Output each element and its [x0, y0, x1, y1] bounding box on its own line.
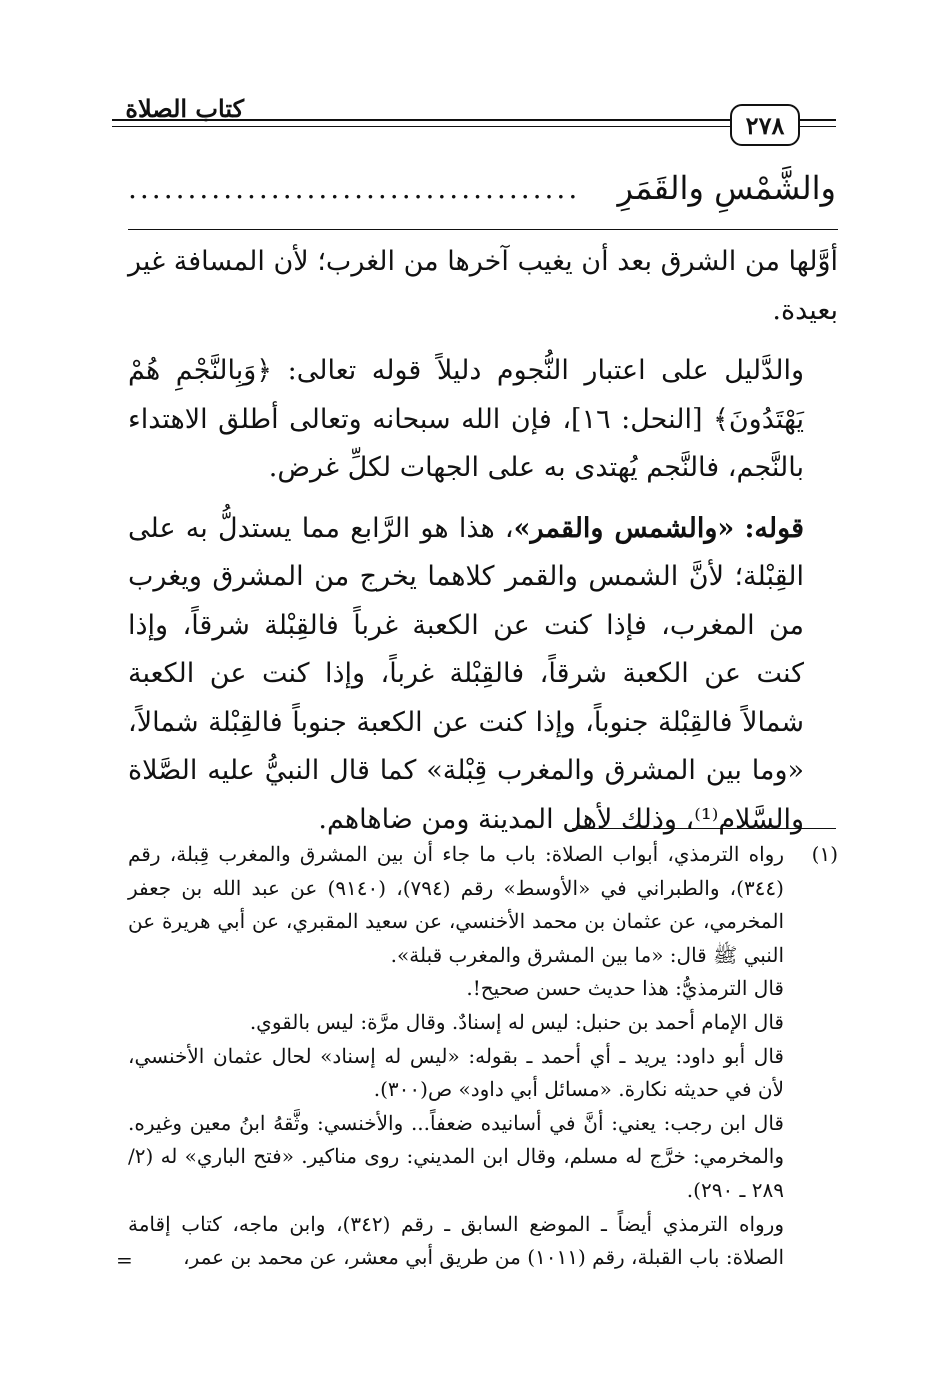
paragraph-3	[128, 505, 838, 845]
paragraph-1: أوَّلها من الشرق بعد أن يغيب آخرها من الغرب؛ لأن المسافة غير بعيدة.	[128, 246, 838, 326]
continuation-mark: =	[116, 1248, 133, 1272]
footnote-line-6: ورواه الترمذي أيضاً ـ الموضع السابق ـ رقم (٣٤٢)، وابن ماجه، كتاب إقامة الصلاة: باب القبلة، رقم (١٠١١) من طريق أبي معشر، عن محمد بن عمر،	[128, 1211, 784, 1270]
paragraph-2: والدَّليل على اعتبار النُّجوم دليلاً قوله تعالى: ﴿وَبِالنَّجْمِ هُمْ يَهْتَدُونَ﴾ [النحل: ١٦]، فإن الله سبحانه وتعالى أطلق الاهتداء بالنَّجم، فالنَّجم يُهتدى به على الجهات لكلِّ غرض.	[128, 355, 804, 483]
header-rule-left-top	[112, 119, 730, 121]
qawluhu-label: قوله:	[744, 512, 804, 544]
header-rule-right-bottom	[796, 126, 836, 127]
page-number: ٢٧٨	[730, 104, 800, 146]
footnote-line-5: قال ابن رجب: يعني: أنَّ في أسانيده ضعفاً... والأخنسي: وثَّقهُ ابنُ معين وغيره. والمخرمي: خرَّج له مسلم، وقال ابن المديني: روى مناكير. «فتح الباري» له (٢/ ٢٨٩ ـ ٢٩٠).	[128, 1110, 784, 1202]
matn-rule	[128, 229, 838, 230]
matn-text: والشَّمْسِ والقَمَرِ	[617, 169, 836, 207]
book-title: كتاب الصلاة	[125, 94, 244, 123]
header-rule-left-bottom	[112, 126, 730, 127]
paragraph-3-text: ، هذا هو الرَّابع مما يستدلُّ به على القِبْلة؛ لأنَّ الشمس والقمر كلاهما يخرج من المشرق ويغرب من المغرب، فإذا كنت عن الكعبة غرباً فالقِبْلة شرقاً، وإذا كنت عن الكعبة شرقاً، فالقِبْلة غرباً، وإذا كنت عن الكعبة شمالاً فالقِبْلة جنوباً، وإذا كنت عن الكعبة جنوباً فالقِبْلة شمالاً، «وما بين المشرق والمغرب قِبْلة» كما قال النبيُّ عليه الصَّلاة والسَّلام⁽¹⁾، وذلك لأهل المدينة ومن ضاهاهم.	[128, 512, 804, 835]
footnote-line-1: رواه الترمذي، أبواب الصلاة: باب ما جاء أن بين المشرق والمغرب قِبلة، رقم (٣٤٤)، والطبراني في «الأوسط» رقم (٧٩٤)، (٩١٤٠) عن عبد الله بن جعفر المخرمي، عن عثمان بن محمد الأخنسي، عن سعيد المقبري، عن أبي هريرة عن النبي ﷺ قال: «ما بين المشرق والمغرب قبلة».	[128, 842, 784, 967]
matn-dots: ......................................	[128, 171, 581, 205]
footnote-body	[128, 838, 784, 1275]
footnote-line-2: قال الترمذيُّ: هذا حديث حسن صحيح!.	[466, 976, 784, 1001]
matn-line	[128, 160, 836, 216]
matn-quote: «والشمس والقمر»	[513, 512, 735, 544]
footnote-line-3: قال الإمام أحمد بن حنبل: ليس له إسنادٌ. وقال مرَّة: ليس بالقوي.	[249, 1009, 784, 1034]
commentary-body	[128, 238, 838, 844]
footnote-rule	[572, 828, 836, 829]
header-rule-right-top	[796, 119, 836, 121]
footnotes	[128, 838, 838, 1275]
footnote-line-4: قال أبو داود: يريد ـ أي أحمد ـ بقوله: «ليس له إسناد» لحال عثمان الأخنسي، لأن في حديثه نكارة. «مسائل أبي داود» ص(٣٠٠).	[128, 1043, 784, 1102]
footnote-number: (١)	[811, 842, 838, 866]
